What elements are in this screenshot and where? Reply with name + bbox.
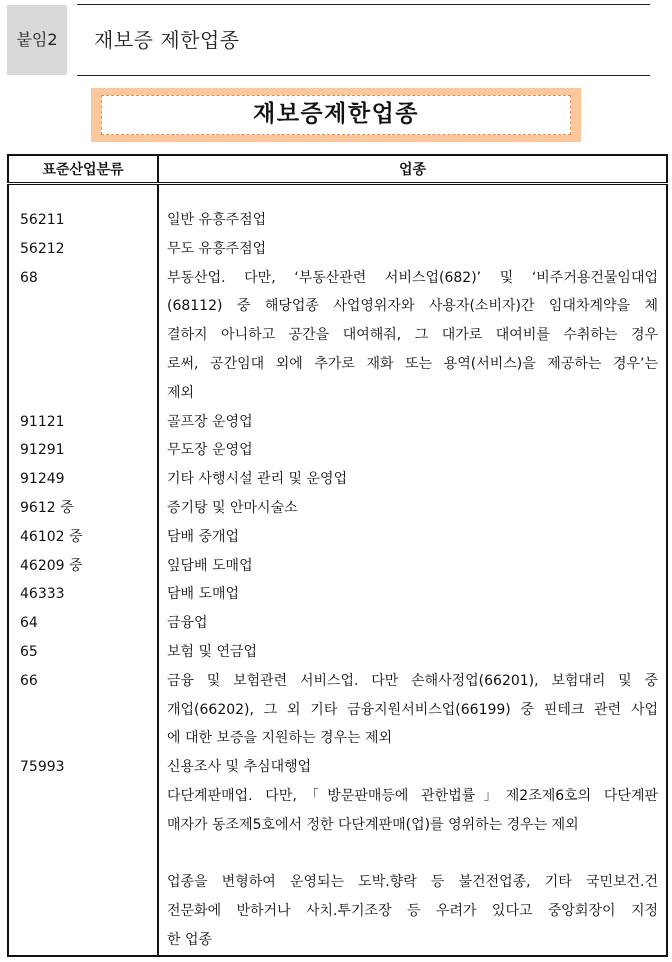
industry-line: 전문화에 반하거나 사치.투기조장 등 우려가 있다고 중앙회장이 지정 (167, 903, 658, 920)
code-cell: 56211 (20, 212, 65, 228)
code-cell (9, 840, 157, 869)
code-list (9, 185, 157, 926)
industry-line: 매자가 동조제5호에서 정한 다단계판매(업)를 영위하는 경우는 제외 (167, 816, 579, 833)
code-cell (9, 897, 157, 926)
industry-column (158, 184, 667, 956)
code-column (8, 184, 158, 956)
industry-line: 금융 및 보험관련 서비스업. 다만 손해사정업(66201), 보험대리 및 중 (167, 672, 658, 689)
industry-line: 잎담배 도매업 (167, 557, 253, 574)
table-header-row (8, 155, 667, 184)
industry-line: 담배 중개업 (167, 528, 240, 545)
code-cell (9, 350, 157, 379)
column-header-code: 표준산업분류 (8, 155, 158, 184)
industry-line: 로써, 공간임대 외에 추가로 재화 또는 용역(서비스)을 제공하는 경우’는 (167, 355, 658, 372)
code-cell: 9612 중 (20, 499, 74, 516)
code-cell: 46102 중 (20, 528, 83, 545)
industry-line: 일반 유흥주점업 (167, 212, 267, 228)
attachment-tag: 붙임2 (7, 5, 67, 75)
industry-line: 골프장 운영업 (167, 413, 253, 430)
industry-line: 증기탕 및 안마시술소 (167, 499, 298, 516)
code-cell (9, 782, 157, 811)
code-cell: 66 (20, 672, 38, 689)
code-cell: 64 (20, 615, 38, 632)
code-cell: 75993 (20, 759, 65, 776)
code-cell: 91121 (20, 413, 65, 430)
table-body-row (8, 184, 667, 956)
industry-line (159, 840, 666, 869)
code-cell: 68 (20, 269, 38, 286)
industry-line: 한 업종 (167, 931, 213, 948)
industry-list (159, 185, 666, 955)
code-cell: 46333 (20, 586, 65, 603)
industry-line: 무도장 운영업 (167, 442, 253, 459)
code-cell (9, 724, 157, 753)
code-cell (9, 292, 157, 321)
industry-line: 담배 도매업 (167, 586, 240, 603)
code-cell (9, 379, 157, 408)
industry-line: 금융업 (167, 615, 208, 632)
industry-line: (68112) 중 해당업종 사업영위자와 사용자(소비자)간 임대차계약을 체 (167, 298, 658, 315)
industry-line: 다단계판매업. 다만,「방문판매등에 관한법률」제2조제6호의 다단계판 (167, 787, 658, 804)
industry-line: 결하지 아니하고 공간을 대여해줘, 그 대가로 대여비를 수취하는 경우 (167, 327, 658, 344)
industry-line: 신용조사 및 추심대행업 (167, 759, 312, 776)
code-cell (9, 811, 157, 840)
industry-line: 보험 및 연금업 (167, 643, 258, 660)
banner (91, 88, 581, 142)
industry-line: 에 대한 보증을 지원하는 경우는 제외 (167, 730, 393, 747)
industry-line: 부동산업. 다만, ‘부동산관련 서비스업(682)’ 및 ‘비주거용건물임대업 (167, 269, 658, 286)
code-cell: 56212 (20, 240, 65, 257)
code-cell: 46209 중 (20, 557, 83, 574)
code-cell: 65 (20, 643, 38, 660)
code-cell (9, 868, 157, 897)
industry-line: 개업(66202), 그 외 기타 금융지원서비스업(66199) 중 핀테크 관련 사업 (167, 701, 658, 718)
industry-line: 제외 (167, 384, 195, 401)
code-cell (9, 696, 157, 725)
industry-line: 기타 사행시설 관리 및 운영업 (167, 471, 348, 488)
header-bottom-rule (77, 75, 650, 76)
banner-title: 재보증제한업종 (101, 95, 571, 135)
header-top-rule (77, 4, 650, 5)
restricted-industries-table (7, 154, 668, 957)
code-cell: 91291 (20, 442, 65, 459)
industry-line: 업종을 변형하여 운영되는 도박.향락 등 불건전업종, 기타 국민보건.건 (167, 874, 658, 891)
industry-line: 무도 유흥주점업 (167, 240, 267, 257)
code-cell: 91249 (20, 471, 65, 488)
column-header-industry: 업종 (158, 155, 667, 184)
page-title: 재보증 제한업종 (94, 28, 240, 52)
code-cell (9, 321, 157, 350)
